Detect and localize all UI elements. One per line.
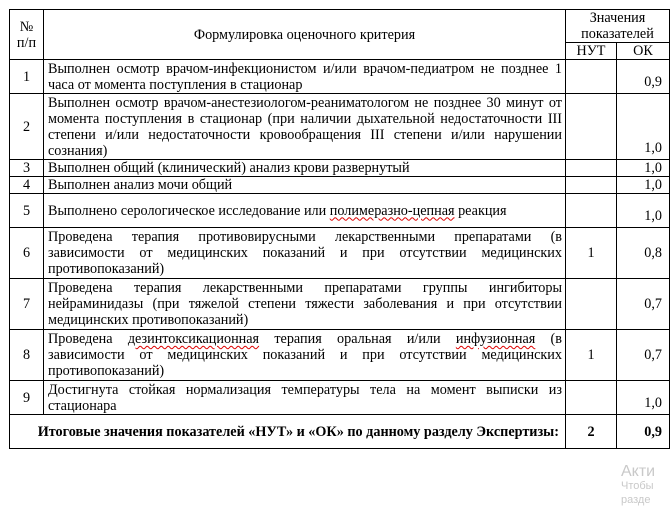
row-number: 6: [10, 228, 44, 279]
row-ok: 1,0: [617, 194, 670, 228]
spellcheck-word: дезинтоксикационная: [127, 331, 260, 347]
table-row: [10, 330, 670, 381]
watermark-line: Акти: [621, 463, 656, 480]
spellcheck-word: инфузионная: [455, 331, 536, 347]
row-number: 4: [10, 177, 44, 194]
criterion-text: Проведена: [48, 331, 128, 347]
header-nut: НУТ: [566, 43, 617, 60]
row-ok: 0,8: [617, 228, 670, 279]
total-ok: 0,9: [617, 415, 670, 449]
row-nut: [566, 194, 617, 228]
row-criterion: Выполнен осмотр врачом-инфекционистом и/или врачом-педиатром не позднее 1 часа от момента поступления в стационар: [44, 60, 566, 94]
criteria-table: [9, 9, 670, 449]
criteria-table-container: [9, 9, 669, 449]
watermark-line: Чтобы: [621, 480, 654, 492]
row-number: 9: [10, 381, 44, 415]
row-number: 2: [10, 94, 44, 160]
row-number: 5: [10, 194, 44, 228]
row-number: 7: [10, 279, 44, 330]
table-row: [10, 279, 670, 330]
total-nut: 2: [566, 415, 617, 449]
row-ok: 1,0: [617, 160, 670, 177]
header-indicators: Значения показателей: [566, 10, 670, 43]
row-nut: [566, 160, 617, 177]
header-criterion: Формулировка оценочного критерия: [44, 10, 566, 60]
row-nut: [566, 60, 617, 94]
activation-watermark: [621, 465, 669, 507]
table-row: [10, 160, 670, 177]
row-nut: [566, 279, 617, 330]
row-criterion: Проведена терапия лекарственными препаратами группы ингибиторы нейраминидазы (при тяжелой степени тяжести заболевания и при отсутствии медицинских противопоказаний): [44, 279, 566, 330]
spellcheck-word: полимеразно-цепная: [329, 202, 455, 219]
table-row: [10, 94, 670, 160]
row-nut: 1: [566, 228, 617, 279]
criterion-text: терапия оральная и/или: [259, 331, 456, 347]
row-criterion: Выполнен осмотр врачом-анестезиологом-реаниматологом не позднее 30 минут от момента поступления в стационар (при наличии дыхательной недостаточности III степени и/или недостаточности кровообращения III степени и/или нарушении сознания): [44, 94, 566, 160]
row-ok: 0,9: [617, 60, 670, 94]
row-criterion: Выполнен анализ мочи общий: [44, 177, 566, 194]
row-nut: [566, 381, 617, 415]
watermark-line: разде: [621, 494, 651, 506]
row-criterion: [44, 330, 566, 381]
row-criterion: Достигнута стойкая нормализация температуры тела на момент выписки из стационара: [44, 381, 566, 415]
table-header-row: [10, 10, 670, 43]
row-criterion: Проведена терапия противовирусными лекарственными препаратами (в зависимости от медицинских показаний и при отсутствии медицинских противопоказаний): [44, 228, 566, 279]
criterion-text: Выполнено серологическое исследование или: [48, 202, 330, 219]
row-number: 3: [10, 160, 44, 177]
table-row: [10, 381, 670, 415]
header-number: № п/п: [10, 10, 44, 60]
row-number: 8: [10, 330, 44, 381]
table-row: [10, 228, 670, 279]
row-ok: 0,7: [617, 279, 670, 330]
row-ok: 1,0: [617, 381, 670, 415]
total-label: Итоговые значения показателей «НУТ» и «ОК» по данному разделу Экспертизы:: [10, 415, 566, 449]
row-number: 1: [10, 60, 44, 94]
header-ok: ОК: [617, 43, 670, 60]
total-row: [10, 415, 670, 449]
row-criterion: Выполнен общий (клинический) анализ крови развернутый: [44, 160, 566, 177]
table-row: [10, 194, 670, 228]
row-ok: 0,7: [617, 330, 670, 381]
criterion-text: реакция: [454, 202, 507, 219]
table-row: [10, 177, 670, 194]
row-ok: 1,0: [617, 94, 670, 160]
table-row: [10, 60, 670, 94]
row-criterion: [44, 194, 566, 228]
row-nut: [566, 94, 617, 160]
row-nut: 1: [566, 330, 617, 381]
row-ok: 1,0: [617, 177, 670, 194]
row-nut: [566, 177, 617, 194]
criterion-text: (в зависимости от медицинских показаний и при отсутствии медицинских противопоказаний): [48, 331, 562, 379]
